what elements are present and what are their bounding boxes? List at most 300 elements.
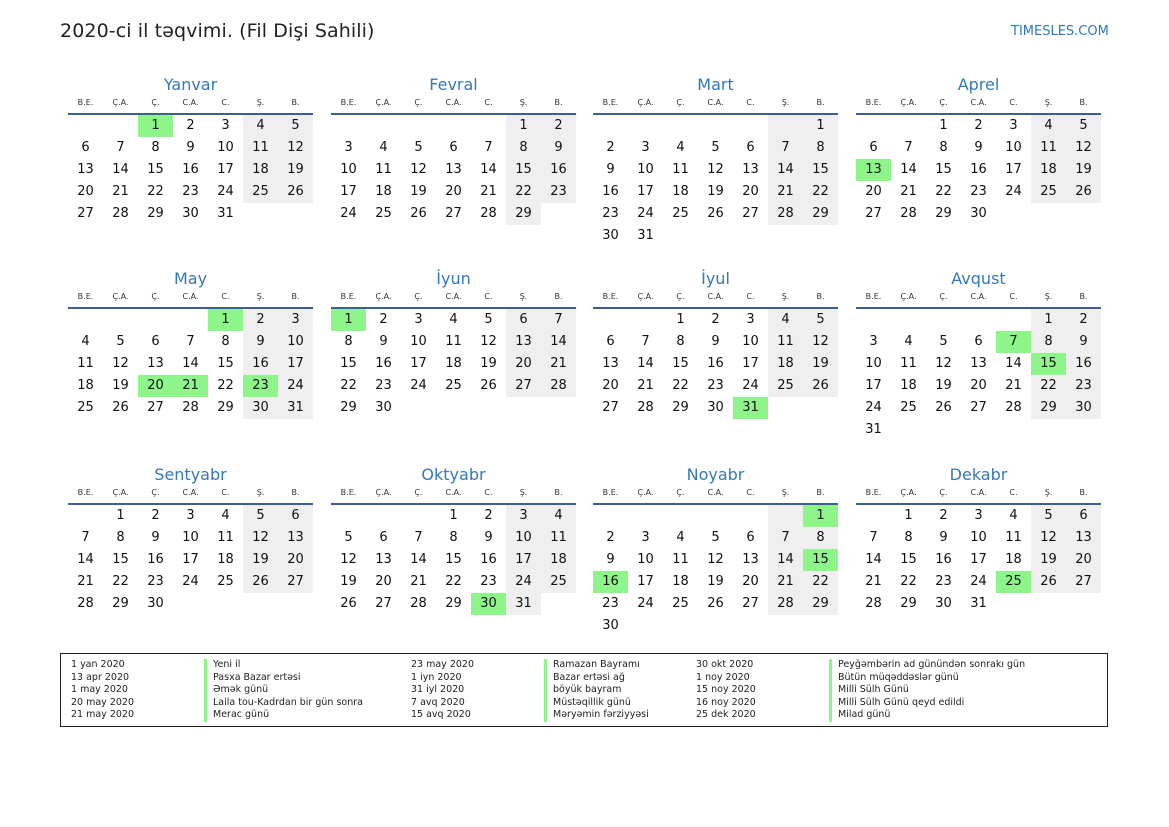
day-cell: 25: [217, 574, 234, 589]
holiday-row: [696, 659, 1025, 672]
day-cell: 21: [637, 378, 654, 393]
day-cell: 12: [480, 334, 497, 349]
day-cell: 24: [340, 206, 357, 221]
weekday-label: Ç.A.: [375, 98, 392, 107]
day-cell: 12: [340, 552, 357, 567]
day-cell: 6: [379, 530, 388, 545]
day-cell: 4: [243, 115, 278, 137]
day-cell: 27: [970, 400, 987, 415]
day-cell: 29: [147, 206, 164, 221]
holiday-column: [71, 659, 363, 722]
weekday-header: [331, 289, 576, 305]
weekday-label: C.A.: [970, 488, 987, 497]
empty-cell: [628, 115, 663, 137]
day-cell: 21: [112, 184, 129, 199]
day-cell: 1: [506, 115, 541, 137]
day-cell: 12: [243, 527, 278, 549]
day-cell: 13: [970, 356, 987, 371]
holiday-marker: [204, 672, 207, 685]
day-cell: 5: [344, 530, 353, 545]
empty-cell: [733, 505, 768, 527]
weekday-label: Ç.A.: [112, 488, 129, 497]
day-cell: 26: [340, 596, 357, 611]
day-cell: 29: [935, 206, 952, 221]
page-title: 2020-ci il təqvimi. (Fil Dişi Sahili): [60, 20, 375, 42]
holiday-name: Ramazan Bayramı: [553, 659, 640, 670]
day-cell: 15: [217, 356, 234, 371]
day-cell: 19: [278, 159, 313, 181]
day-cell: 16: [480, 552, 497, 567]
day-cell: 14: [865, 552, 882, 567]
month-i̇yul: [593, 266, 838, 419]
day-cell: 21: [768, 571, 803, 593]
day-cell: 27: [445, 206, 462, 221]
day-cell: 29: [340, 400, 357, 415]
day-cell: 3: [974, 508, 983, 523]
holiday-marker: [829, 697, 832, 710]
holiday-date: 13 apr 2020: [71, 671, 130, 683]
holiday-day-cell: 13: [856, 159, 891, 181]
day-cell: 19: [1066, 159, 1101, 181]
day-cell: 23: [602, 596, 619, 611]
empty-cell: [366, 505, 401, 527]
day-cell: 6: [974, 334, 983, 349]
holiday-day-cell: 15: [1031, 353, 1066, 375]
day-cell: 3: [186, 508, 195, 523]
weekday-label: B.: [1079, 98, 1088, 107]
day-cell: 14: [182, 356, 199, 371]
weekday-label: B.E.: [77, 292, 94, 301]
day-cell: 10: [410, 334, 427, 349]
day-cell: 18: [768, 353, 803, 375]
day-cell: 16: [602, 184, 619, 199]
day-cell: 5: [711, 140, 720, 155]
day-cell: 16: [707, 356, 724, 371]
day-cell: 3: [641, 140, 650, 155]
day-cell: 26: [480, 378, 497, 393]
weekday-label: Ş.: [519, 98, 528, 107]
holiday-day-cell: 1: [803, 505, 838, 527]
day-cell: 9: [151, 530, 160, 545]
day-cell: 9: [939, 530, 948, 545]
day-cell: 23: [707, 378, 724, 393]
month-name: Avqust: [951, 269, 1006, 288]
weekday-label: Ş.: [256, 292, 265, 301]
holiday-day-cell: 30: [471, 593, 506, 615]
day-cell: 24: [1005, 184, 1022, 199]
days-grid: [68, 505, 313, 615]
day-cell: 20: [742, 574, 759, 589]
month-name: Mart: [697, 75, 734, 94]
weekday-label: B.E.: [340, 98, 357, 107]
holiday-name: Bazar ertəsi ağ: [553, 671, 625, 683]
day-cell: 13: [278, 527, 313, 549]
day-cell: 11: [375, 162, 392, 177]
day-cell: 1: [904, 508, 913, 523]
day-cell: 22: [506, 181, 541, 203]
day-cell: 28: [480, 206, 497, 221]
day-cell: 19: [803, 353, 838, 375]
holiday-day-cell: 23: [243, 375, 278, 397]
day-cell: 19: [1031, 549, 1066, 571]
day-cell: 22: [935, 184, 952, 199]
day-cell: 4: [768, 309, 803, 331]
weekday-label: Ç.: [939, 98, 948, 107]
day-cell: 25: [445, 378, 462, 393]
weekday-label: B.: [291, 488, 300, 497]
holiday-marker: [204, 697, 207, 710]
day-cell: 27: [147, 400, 164, 415]
holiday-date: 25 dek 2020: [696, 709, 756, 721]
holiday-legend: [60, 653, 1108, 727]
day-cell: 15: [445, 552, 462, 567]
empty-cell: [436, 115, 471, 137]
weekday-label: C.: [1009, 488, 1018, 497]
weekday-label: Ç.A.: [637, 98, 654, 107]
day-cell: 4: [541, 505, 576, 527]
empty-cell: [173, 309, 208, 331]
day-cell: 4: [379, 140, 388, 155]
day-cell: 24: [865, 400, 882, 415]
day-cell: 19: [480, 356, 497, 371]
month-name: Sentyabr: [154, 465, 227, 484]
day-cell: 9: [711, 334, 720, 349]
empty-cell: [331, 115, 366, 137]
day-cell: 10: [182, 530, 199, 545]
day-cell: 24: [970, 574, 987, 589]
day-cell: 15: [506, 159, 541, 181]
day-cell: 17: [742, 356, 759, 371]
holiday-row: [696, 672, 1025, 685]
day-cell: 12: [112, 356, 129, 371]
holiday-day-cell: 25: [996, 571, 1031, 593]
day-cell: 18: [672, 574, 689, 589]
day-cell: 7: [904, 140, 913, 155]
weekday-label: C.: [1009, 98, 1018, 107]
holiday-name: Yeni il: [213, 659, 241, 670]
weekday-label: C.A.: [970, 98, 987, 107]
day-cell: 4: [676, 530, 685, 545]
day-cell: 6: [506, 309, 541, 331]
day-cell: 19: [935, 378, 952, 393]
day-cell: 24: [637, 596, 654, 611]
day-cell: 17: [1005, 162, 1022, 177]
holiday-row: [71, 684, 363, 697]
days-grid: [68, 309, 313, 419]
day-cell: 9: [541, 137, 576, 159]
day-cell: 26: [803, 375, 838, 397]
day-cell: 2: [243, 309, 278, 331]
day-cell: 21: [1005, 378, 1022, 393]
weekday-label: Ş.: [781, 488, 790, 497]
weekday-label: Ş.: [256, 488, 265, 497]
day-cell: 25: [375, 206, 392, 221]
day-cell: 20: [278, 549, 313, 571]
holiday-day-cell: 15: [803, 549, 838, 571]
holiday-row: [411, 697, 649, 710]
month-sentyabr: [68, 462, 313, 615]
day-cell: 27: [742, 206, 759, 221]
day-cell: 27: [1066, 571, 1101, 593]
day-cell: 9: [484, 530, 493, 545]
day-cell: 31: [637, 228, 654, 243]
days-grid: [331, 505, 576, 615]
day-cell: 17: [970, 552, 987, 567]
day-cell: 13: [445, 162, 462, 177]
day-cell: 3: [641, 530, 650, 545]
day-cell: 11: [768, 331, 803, 353]
day-cell: 16: [1066, 353, 1101, 375]
day-cell: 19: [340, 574, 357, 589]
day-cell: 26: [707, 596, 724, 611]
day-cell: 7: [641, 334, 650, 349]
day-cell: 13: [742, 162, 759, 177]
holiday-name: Məryəmin fərziyyəsi: [553, 709, 649, 721]
day-cell: 10: [637, 162, 654, 177]
weekday-label: B.: [1079, 488, 1088, 497]
day-cell: 7: [768, 527, 803, 549]
day-cell: 2: [711, 312, 720, 327]
holiday-marker: [544, 709, 547, 722]
holiday-name: Bütün müqəddəslər günü: [838, 671, 959, 683]
day-cell: 28: [1005, 400, 1022, 415]
holiday-marker: [829, 684, 832, 697]
day-cell: 7: [869, 530, 878, 545]
holiday-date: 20 may 2020: [71, 696, 135, 708]
weekday-label: B.E.: [77, 488, 94, 497]
weekday-header: [593, 485, 838, 501]
empty-cell: [628, 505, 663, 527]
day-cell: 28: [182, 400, 199, 415]
weekday-label: B.: [816, 98, 825, 107]
day-cell: 4: [1009, 508, 1018, 523]
holiday-date: 7 avq 2020: [411, 696, 465, 708]
holiday-day-cell: 20: [138, 375, 173, 397]
day-cell: 25: [541, 571, 576, 593]
day-cell: 17: [217, 162, 234, 177]
weekday-label: Ş.: [1044, 98, 1053, 107]
day-cell: 20: [375, 574, 392, 589]
day-cell: 24: [637, 206, 654, 221]
holiday-marker: [829, 672, 832, 685]
day-cell: 28: [900, 206, 917, 221]
day-cell: 5: [803, 309, 838, 331]
month-fevral: [331, 72, 576, 225]
day-cell: 28: [865, 596, 882, 611]
day-cell: 23: [602, 206, 619, 221]
holiday-name: böyük bayram: [553, 684, 622, 696]
weekday-label: C.: [484, 292, 493, 301]
day-cell: 12: [410, 162, 427, 177]
weekday-label: B.: [291, 98, 300, 107]
day-cell: 14: [77, 552, 94, 567]
day-cell: 11: [672, 552, 689, 567]
day-cell: 7: [484, 140, 493, 155]
weekday-label: Ş.: [781, 292, 790, 301]
day-cell: 26: [112, 400, 129, 415]
day-cell: 20: [602, 378, 619, 393]
holiday-marker: [544, 684, 547, 697]
empty-cell: [926, 309, 961, 331]
weekday-label: Ş.: [781, 98, 790, 107]
holiday-date: 30 okt 2020: [696, 659, 754, 670]
weekday-label: B.E.: [865, 488, 882, 497]
weekday-label: C.A.: [182, 292, 199, 301]
day-cell: 29: [506, 203, 541, 225]
day-cell: 8: [116, 530, 125, 545]
holiday-row: [696, 697, 1025, 710]
day-cell: 4: [81, 334, 90, 349]
day-cell: 7: [768, 137, 803, 159]
day-cell: 28: [768, 593, 803, 615]
weekday-label: Ç.: [414, 292, 423, 301]
month-may: [68, 266, 313, 419]
day-cell: 18: [243, 159, 278, 181]
day-cell: 12: [707, 552, 724, 567]
holiday-date: 1 iyn 2020: [411, 671, 462, 683]
day-cell: 30: [935, 596, 952, 611]
weekday-header: [331, 485, 576, 501]
empty-cell: [856, 115, 891, 137]
month-name: Fevral: [429, 75, 478, 94]
weekday-label: Ç.: [676, 488, 685, 497]
day-cell: 24: [742, 378, 759, 393]
day-cell: 25: [1031, 181, 1066, 203]
weekday-label: B.: [554, 292, 563, 301]
day-cell: 29: [672, 400, 689, 415]
day-cell: 18: [900, 378, 917, 393]
holiday-row: [696, 709, 1025, 722]
weekday-label: Ş.: [1044, 488, 1053, 497]
days-grid: [593, 309, 838, 419]
day-cell: 17: [182, 552, 199, 567]
empty-cell: [856, 309, 891, 331]
weekday-label: B.E.: [602, 98, 619, 107]
weekday-label: B.: [1079, 292, 1088, 301]
day-cell: 5: [243, 505, 278, 527]
weekday-label: C.A.: [707, 488, 724, 497]
day-cell: 30: [602, 618, 619, 633]
day-cell: 17: [637, 574, 654, 589]
weekday-label: B.: [554, 98, 563, 107]
weekday-label: C.: [484, 488, 493, 497]
day-cell: 15: [900, 552, 917, 567]
day-cell: 13: [742, 552, 759, 567]
day-cell: 30: [147, 596, 164, 611]
day-cell: 23: [480, 574, 497, 589]
weekday-label: C.: [221, 292, 230, 301]
month-name: İyul: [701, 269, 730, 288]
day-cell: 25: [768, 375, 803, 397]
day-cell: 12: [707, 162, 724, 177]
day-cell: 18: [1031, 159, 1066, 181]
day-cell: 11: [77, 356, 94, 371]
holiday-date: 31 iyl 2020: [411, 684, 465, 696]
weekday-label: Ç.: [414, 98, 423, 107]
day-cell: 16: [935, 552, 952, 567]
holiday-row: [71, 709, 363, 722]
day-cell: 24: [410, 378, 427, 393]
day-cell: 27: [602, 400, 619, 415]
day-cell: 17: [278, 353, 313, 375]
day-cell: 4: [1031, 115, 1066, 137]
day-cell: 18: [217, 552, 234, 567]
day-cell: 8: [344, 334, 353, 349]
day-cell: 28: [768, 203, 803, 225]
month-name: Aprel: [957, 75, 1000, 94]
day-cell: 31: [970, 596, 987, 611]
day-cell: 25: [672, 596, 689, 611]
empty-cell: [768, 115, 803, 137]
day-cell: 14: [768, 549, 803, 571]
day-cell: 21: [410, 574, 427, 589]
day-cell: 15: [340, 356, 357, 371]
holiday-row: [411, 659, 649, 672]
day-cell: 22: [112, 574, 129, 589]
month-oktyabr: [331, 462, 576, 615]
month-i̇yun: [331, 266, 576, 419]
weekday-label: C.A.: [445, 98, 462, 107]
day-cell: 22: [147, 184, 164, 199]
site-link[interactable]: TIMESLES.COM: [1011, 24, 1109, 39]
day-cell: 22: [803, 571, 838, 593]
day-cell: 18: [1005, 552, 1022, 567]
holiday-date: 1 noy 2020: [696, 671, 750, 683]
holiday-marker: [829, 659, 832, 672]
day-cell: 11: [243, 137, 278, 159]
holiday-marker: [544, 672, 547, 685]
day-cell: 11: [900, 356, 917, 371]
day-cell: 28: [637, 400, 654, 415]
day-cell: 10: [1005, 140, 1022, 155]
day-cell: 6: [278, 505, 313, 527]
day-cell: 8: [803, 527, 838, 549]
day-cell: 20: [1066, 549, 1101, 571]
day-cell: 1: [449, 508, 458, 523]
day-cell: 18: [672, 184, 689, 199]
day-cell: 13: [506, 331, 541, 353]
day-cell: 26: [243, 571, 278, 593]
day-cell: 13: [77, 162, 94, 177]
day-cell: 25: [243, 181, 278, 203]
day-cell: 2: [606, 530, 615, 545]
day-cell: 25: [77, 400, 94, 415]
holiday-name: Milli Sülh Günü: [838, 684, 909, 696]
day-cell: 23: [1066, 375, 1101, 397]
day-cell: 26: [1066, 181, 1101, 203]
empty-cell: [68, 505, 103, 527]
day-cell: 3: [221, 118, 230, 133]
weekday-label: Ç.: [414, 488, 423, 497]
day-cell: 29: [803, 593, 838, 615]
day-cell: 28: [77, 596, 94, 611]
day-cell: 27: [77, 206, 94, 221]
day-cell: 1: [939, 118, 948, 133]
weekday-label: Ç.: [676, 98, 685, 107]
weekday-label: Ş.: [519, 292, 528, 301]
day-cell: 1: [803, 115, 838, 137]
day-cell: 8: [803, 137, 838, 159]
weekday-label: B.E.: [865, 98, 882, 107]
day-cell: 26: [1031, 571, 1066, 593]
holiday-day-cell: 1: [331, 309, 366, 331]
day-cell: 22: [672, 378, 689, 393]
weekday-label: B.: [816, 488, 825, 497]
weekday-label: Ç.: [939, 292, 948, 301]
day-cell: 20: [445, 184, 462, 199]
empty-cell: [996, 309, 1031, 331]
day-cell: 31: [278, 397, 313, 419]
